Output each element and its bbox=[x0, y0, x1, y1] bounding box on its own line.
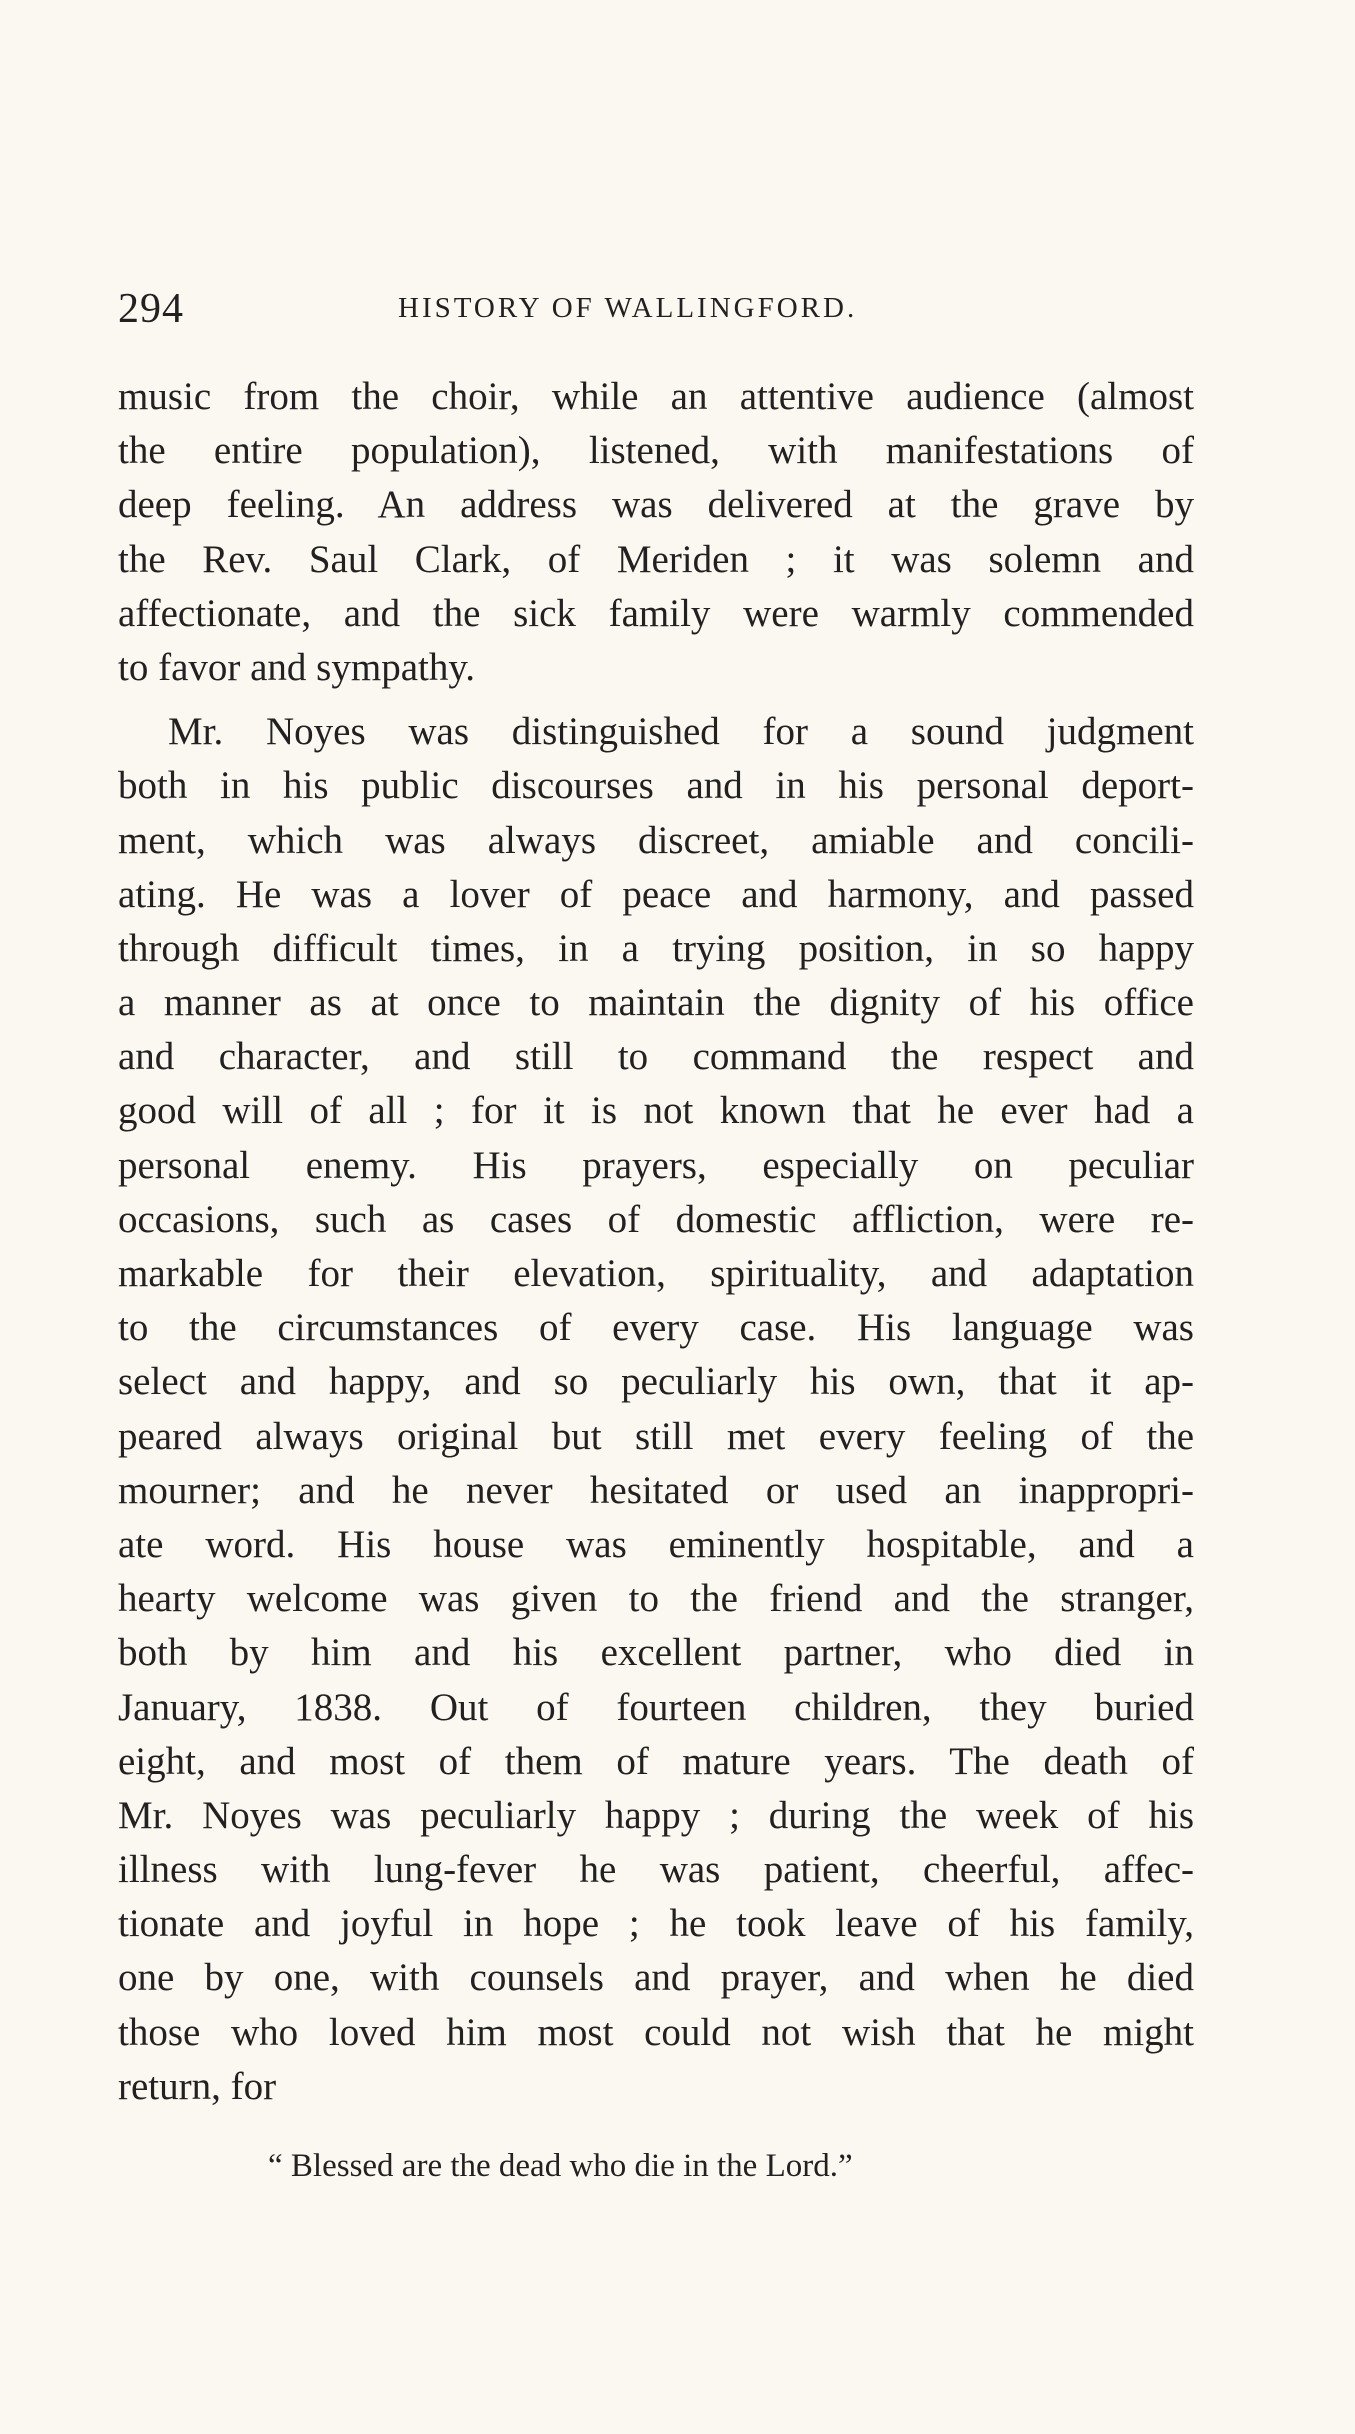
text-line: both in his public discourses and in his personal deport- bbox=[118, 764, 1194, 808]
text-line: deep feeling. An address was delivered at the grave by bbox=[118, 483, 1194, 527]
text-line: to favor and sympathy. bbox=[118, 645, 476, 689]
text-line: to the circumstances of every case. His language was bbox=[118, 1306, 1194, 1350]
paragraph-2 bbox=[118, 705, 1194, 2114]
text-line: mourner; and he never hesitated or used an inappropri- bbox=[118, 1468, 1194, 1512]
paragraph-1 bbox=[118, 370, 1194, 695]
text-line: January, 1838. Out of fourteen children, they buried bbox=[118, 1685, 1194, 1729]
text-line: music from the choir, while an attentive audience (almost bbox=[118, 375, 1194, 418]
text-line: affectionate, and the sick family were warmly commended bbox=[118, 591, 1194, 635]
text-line: those who loved him most could not wish that he might bbox=[118, 2010, 1194, 2054]
closing-quote: “ Blessed are the dead who die in the Lord.” bbox=[268, 2148, 853, 2184]
text-line: Mr. Noyes was peculiarly happy ; during the week of his bbox=[118, 1793, 1194, 1837]
text-line: occasions, such as cases of domestic affliction, were re- bbox=[118, 1197, 1194, 1241]
text-line: tionate and joyful in hope ; he took leave of his family, bbox=[118, 1902, 1194, 1946]
text-line: personal enemy. His prayers, especially on peculiar bbox=[118, 1143, 1194, 1187]
body-text bbox=[118, 370, 1194, 2114]
page-number: 294 bbox=[118, 286, 184, 332]
text-line: select and happy, and so peculiarly his own, that it ap- bbox=[118, 1360, 1194, 1404]
text-line: Mr. Noyes was distinguished for a sound judgment bbox=[168, 710, 1194, 754]
text-line: one by one, with counsels and prayer, and when he died bbox=[118, 1956, 1194, 2000]
text-line: through difficult times, in a trying position, in so happy bbox=[118, 926, 1194, 970]
text-line: ate word. His house was eminently hospitable, and a bbox=[118, 1522, 1194, 1566]
text-line: and character, and still to command the respect and bbox=[118, 1035, 1194, 1079]
text-line: ating. He was a lover of peace and harmony, and passed bbox=[118, 872, 1194, 916]
text-line: eight, and most of them of mature years. The death of bbox=[118, 1739, 1194, 1783]
text-line: ment, which was always discreet, amiable and concili- bbox=[118, 818, 1194, 862]
text-line: the Rev. Saul Clark, of Meriden ; it was solemn and bbox=[118, 537, 1194, 581]
text-line: markable for their elevation, spirituality, and adaptation bbox=[118, 1252, 1194, 1295]
text-line: both by him and his excellent partner, who died in bbox=[118, 1631, 1194, 1675]
text-line: the entire population), listened, with manifestations of bbox=[118, 429, 1194, 473]
text-line: return, for bbox=[118, 2064, 277, 2108]
running-title: HISTORY OF WALLINGFORD. bbox=[398, 292, 858, 324]
text-line: illness with lung-fever he was patient, cheerful, affec- bbox=[118, 1848, 1194, 1892]
page-header bbox=[118, 285, 1194, 345]
text-line: a manner as at once to maintain the dignity of his office bbox=[118, 981, 1194, 1025]
text-line: hearty welcome was given to the friend and the stranger, bbox=[118, 1577, 1194, 1621]
text-line: good will of all ; for it is not known that he ever had a bbox=[118, 1089, 1194, 1133]
text-line: peared always original but still met every feeling of the bbox=[118, 1414, 1194, 1458]
